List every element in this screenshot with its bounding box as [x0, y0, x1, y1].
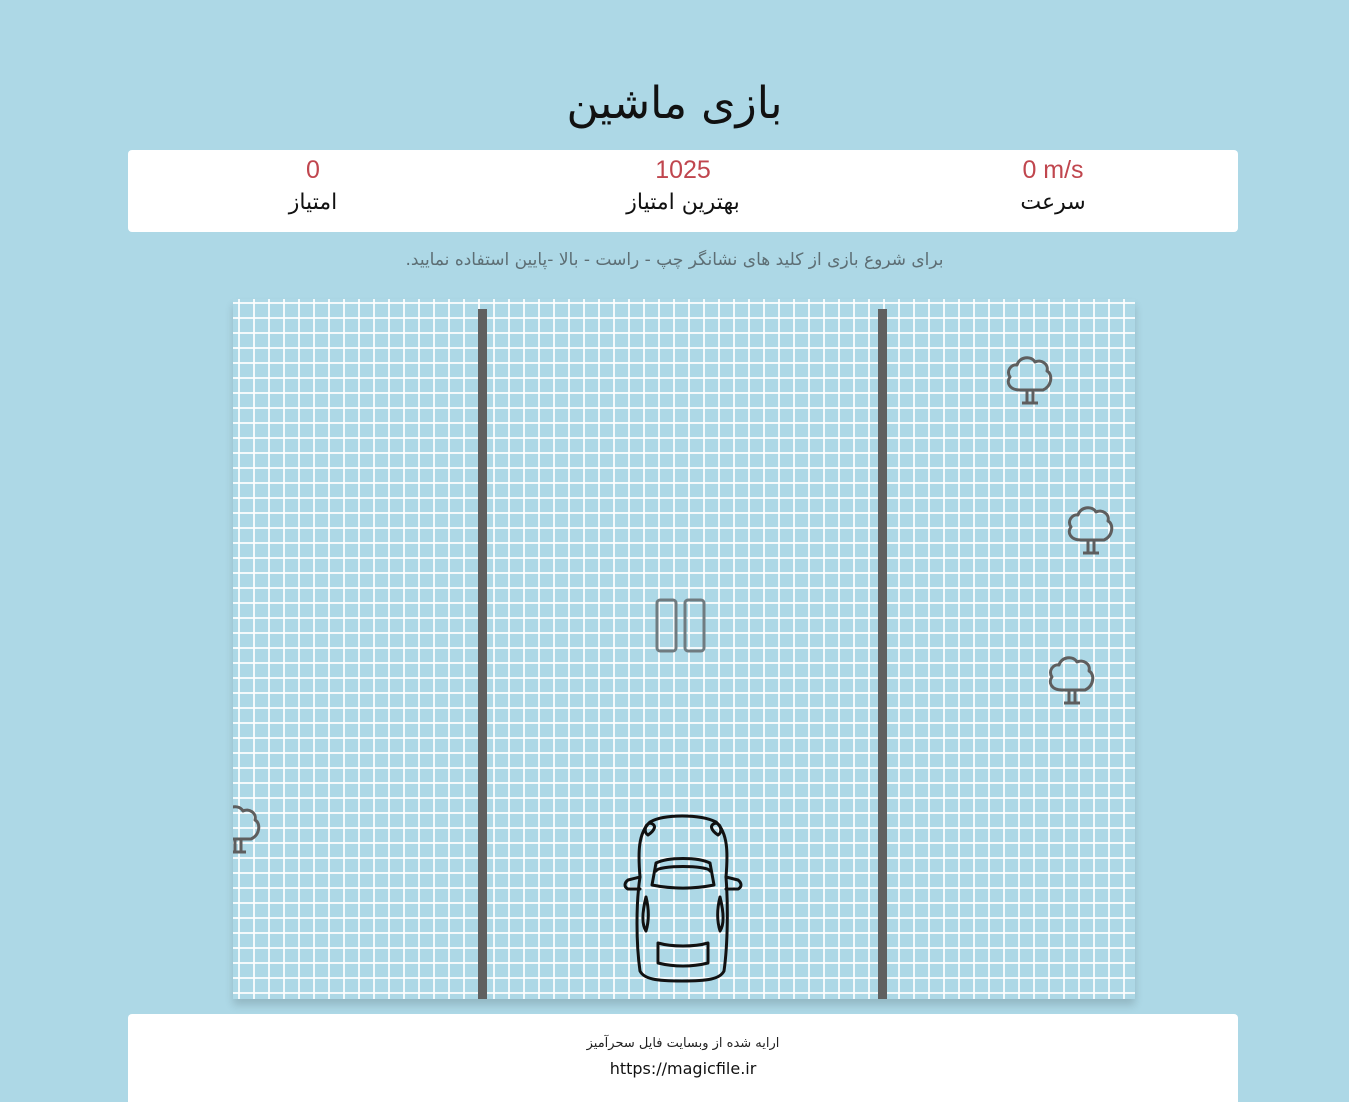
instructions-text: .برای شروع بازی از کلید های نشانگر چپ - راست - بالا -پایین استفاده نمایید [405, 250, 944, 270]
best-score-value: 1025 [655, 156, 711, 184]
car-icon[interactable] [622, 813, 746, 985]
scoreboard [128, 150, 1238, 232]
lane-divider-right [878, 309, 887, 999]
tree-icon [233, 801, 265, 855]
game-board[interactable] [233, 299, 1135, 999]
tree-icon [1045, 652, 1099, 706]
tree-icon [1003, 352, 1057, 406]
footer [128, 1014, 1238, 1102]
best-score-label: بهترین امتیاز [626, 190, 740, 215]
score-label: امتیاز [288, 190, 338, 215]
footer-credit: ارایه شده از وبسایت فایل سحرآمیز [586, 1036, 780, 1051]
speed-label: سرعت [1020, 190, 1086, 215]
tree-icon [1064, 502, 1118, 556]
page-title: بازی ماشین [566, 78, 783, 129]
footer-link[interactable]: https://magicfile.ir [609, 1059, 757, 1078]
pause-icon[interactable] [654, 597, 714, 655]
speed-stat [868, 150, 1238, 232]
speed-value: 0 m/s [1022, 156, 1084, 184]
best-score-stat [498, 150, 868, 232]
lane-divider-left [478, 309, 487, 999]
score-value: 0 [306, 156, 320, 184]
score-stat [128, 150, 498, 232]
